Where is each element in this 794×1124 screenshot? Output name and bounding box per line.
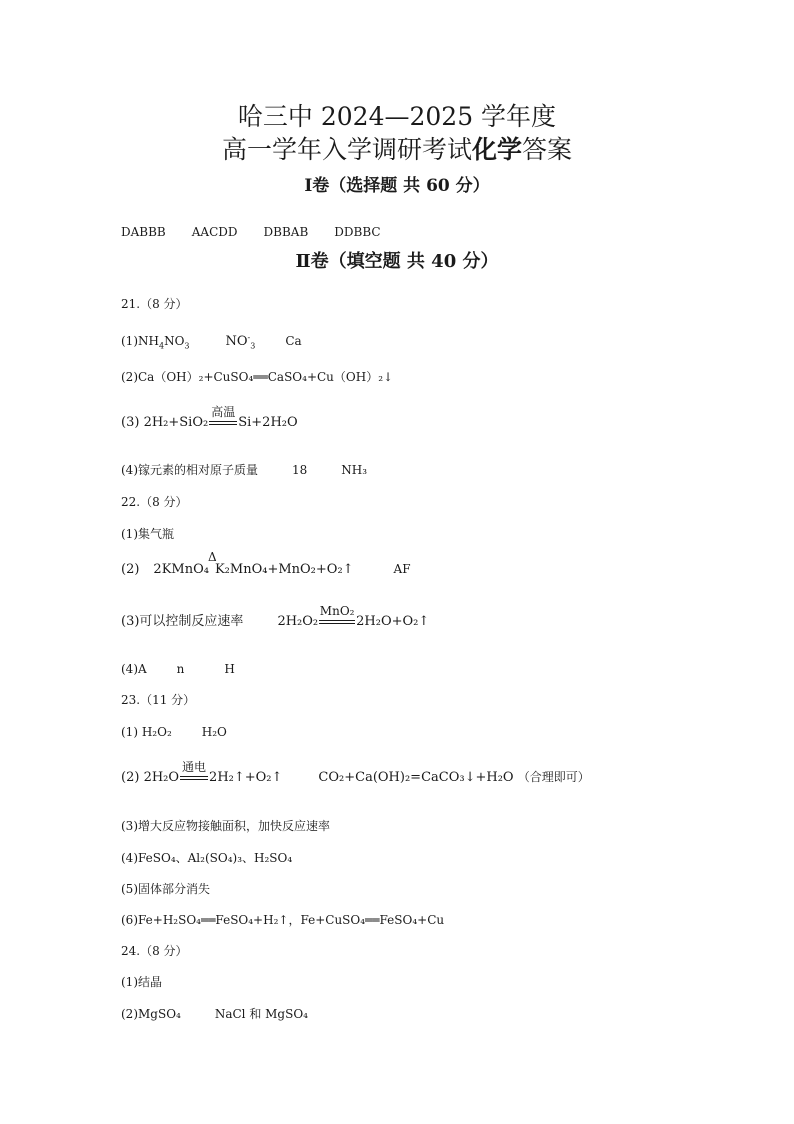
q22-part4	[121, 661, 235, 677]
q22-p2-answer-b: AF	[393, 562, 411, 576]
q24-p2-answer-b: NaCl 和 MgSO₄	[214, 1007, 308, 1021]
q23-p1-answer-b: H₂O	[201, 725, 227, 739]
q24-p2-answer-a: MgSO₄	[138, 1007, 181, 1021]
q22-p4-answer-b: n	[176, 662, 185, 676]
q23-part6	[121, 912, 444, 928]
q23-part5	[121, 881, 210, 897]
condition-label: MnO₂	[319, 604, 355, 618]
q23-p1-answer-a: H₂O₂	[141, 725, 172, 739]
equals-bar	[209, 421, 237, 425]
part-label: (2)	[121, 1007, 138, 1021]
q21-p3-lhs: 2H₂+SiO₂	[143, 415, 209, 430]
part-label: (5)	[121, 882, 138, 896]
q23-part2	[121, 760, 590, 786]
q21-part3	[121, 405, 298, 431]
q23-part4	[121, 850, 292, 866]
q23-part1	[121, 724, 227, 740]
q21-p3-rhs: Si+2H₂O	[238, 415, 298, 430]
part-label: (1)	[121, 725, 138, 739]
q21-title: 21.（8 分）	[121, 297, 188, 311]
answer-group-3: DBBAB	[263, 225, 309, 239]
q21-part2	[121, 369, 393, 385]
q24-title: 24.（8 分）	[121, 944, 188, 958]
q22-p3-rhs: 2H₂O+O₂↑	[356, 614, 430, 629]
part-label: (3)	[121, 415, 140, 430]
section2-heading: Ⅱ卷（填空题 共 40 分）	[295, 251, 499, 272]
q22-part2	[121, 550, 411, 578]
superscript: -	[247, 333, 251, 342]
section1-heading: Ⅰ卷（选择题 共 60 分）	[304, 176, 490, 196]
q23-p6-answer-a: Fe+H₂SO₄══FeSO₄+H₂↑，Fe+CuSO₄══FeSO₄+Cu	[138, 913, 445, 927]
condition-label: Δ	[207, 550, 217, 564]
page-title-line2	[0, 130, 794, 166]
answer-group-2: AACDD	[191, 225, 238, 239]
q24-part1	[121, 974, 162, 990]
equals-bar	[319, 620, 355, 624]
q23-p2-rhs: 2H₂↑+O₂↑	[209, 770, 283, 785]
q21-part1	[121, 333, 302, 350]
q21-p4-answer-c: NH₃	[341, 463, 368, 477]
q22-p1-answer-a: 集气瓶	[138, 527, 175, 541]
reaction-condition	[179, 760, 209, 786]
q21-p4-answer-a: 镓元素的相对原子质量	[138, 463, 259, 477]
q21-p1-answer-a: NH	[138, 334, 159, 348]
answer-group-4: DDBBC	[334, 225, 381, 239]
reaction-condition	[208, 405, 238, 431]
q23-p4-answer-a: FeSO₄、Al₂(SO₄)₃、H₂SO₄	[138, 851, 293, 865]
q22-p2-lhs: 2KMnO₄	[153, 562, 209, 577]
q22-p4-answer-a: A	[138, 662, 147, 676]
subscript: 3	[250, 341, 256, 351]
condition-label: 高温	[211, 405, 236, 419]
q22-part3	[121, 604, 430, 630]
part-label: (3)	[121, 614, 140, 629]
q22-p2-rhs: K₂MnO₄+MnO₂+O₂↑	[214, 562, 354, 577]
q24-part2	[121, 1006, 308, 1022]
answer-group-1: DABBB	[121, 225, 166, 239]
equals-bar	[180, 776, 208, 780]
q22-part1	[121, 526, 174, 542]
condition-label: 通电	[182, 760, 207, 774]
part-label: (4)	[121, 851, 138, 865]
title-prefix: 高一学年入学调研考试	[221, 135, 472, 164]
part-label: (1)	[121, 527, 138, 541]
part-label: (1)	[121, 334, 138, 348]
part-label: (4)	[121, 662, 138, 676]
q21-p1-answer-c: Ca	[285, 334, 302, 348]
q23-p2-answer-b: CO₂+Ca(OH)₂=CaCO₃↓+H₂O	[318, 770, 514, 785]
q22-p4-answer-c: H	[224, 662, 235, 676]
q21-part4	[121, 462, 367, 478]
part-label: (2)	[121, 562, 140, 577]
section1-answers	[121, 224, 381, 240]
part-label: (6)	[121, 913, 138, 927]
subscript: 3	[184, 341, 190, 351]
reaction-condition	[318, 604, 356, 630]
subscript: 4	[158, 341, 165, 351]
q23-p2-note: （合理即可）	[517, 770, 590, 784]
q23-p5-answer-a: 固体部分消失	[138, 882, 211, 896]
q23-part3	[121, 818, 330, 834]
q22-p3-lhs: 2H₂O₂	[277, 614, 319, 629]
q23-p3-answer-a: 增大反应物接触面积，加快反应速率	[138, 819, 331, 833]
q24-p1-answer-a: 结晶	[138, 975, 163, 989]
part-label: (2)	[121, 370, 138, 384]
q23-title: 23.（11 分）	[121, 693, 196, 707]
part-label: (4)	[121, 463, 138, 477]
q21-p4-answer-b: 18	[292, 463, 308, 477]
page-title-line1: 哈三中 2024—2025 学年度	[237, 102, 557, 131]
q22-title: 22.（8 分）	[121, 495, 188, 509]
part-label: (2)	[121, 770, 140, 785]
q21-p1-answer-b: NO	[225, 334, 248, 349]
q21-p1-answer-a-mid: NO	[164, 334, 185, 348]
title-subject: 化学	[471, 135, 522, 164]
q23-p2-lhs: 2H₂O	[143, 770, 180, 785]
part-label: (1)	[121, 975, 138, 989]
title-suffix: 答案	[522, 135, 573, 164]
q22-p3-answer-a: 可以控制反应速率	[139, 614, 244, 629]
q21-p2-equation: Ca（OH）₂+CuSO₄══CaSO₄+Cu（OH）₂↓	[138, 370, 394, 384]
part-label: (3)	[121, 819, 138, 833]
